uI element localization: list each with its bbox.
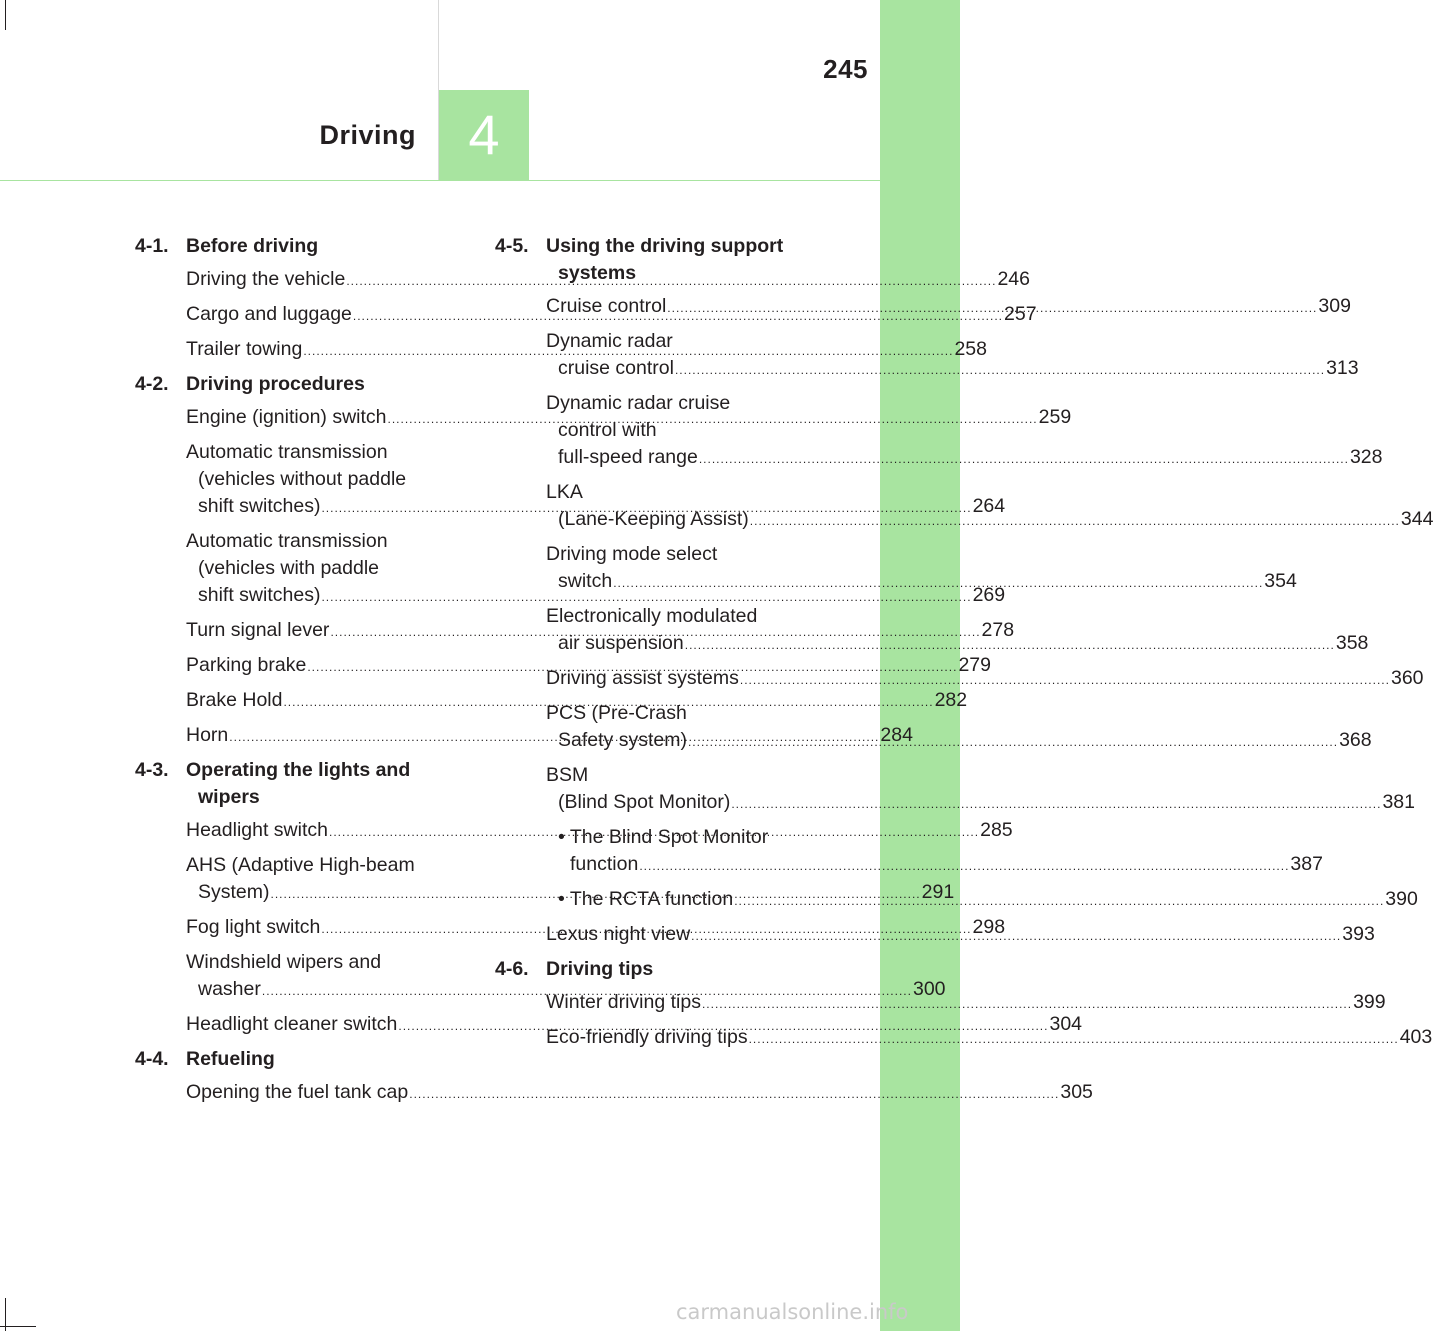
- entry-title-line: (Blind Spot Monitor): [558, 791, 731, 813]
- section-heading: [135, 233, 465, 260]
- entry-title-line: PCS (Pre-Crash: [546, 702, 687, 724]
- entry-title-line: Dynamic radar: [546, 330, 673, 352]
- entry-last-line: [186, 1079, 1093, 1108]
- entry-last-line: [558, 851, 1323, 880]
- chapter-number-box: 4: [439, 90, 529, 180]
- crop-mark: [5, 0, 6, 30]
- section-title: [546, 956, 825, 983]
- leader-dots: [749, 1032, 1399, 1046]
- watermark: carmanualsonline.info: [676, 1300, 909, 1324]
- entry-page-number: 258: [954, 338, 987, 360]
- section-title-line: Using the driving support: [546, 235, 784, 257]
- entry-page-number: 269: [972, 584, 1006, 606]
- entry-title-line: System): [198, 881, 270, 903]
- entry-last-line: [546, 789, 1415, 818]
- entry-page-number: 387: [1290, 853, 1323, 875]
- chapter-title: Driving: [319, 120, 416, 150]
- leader-dots: [750, 514, 1400, 528]
- entry-title-line: Opening the fuel tank cap: [186, 1081, 409, 1103]
- section-heading: [495, 233, 825, 287]
- entry-page-number: 279: [958, 654, 991, 676]
- entry-page-number: 264: [972, 495, 1006, 517]
- entry-page-number: 298: [972, 916, 1006, 938]
- entry-last-line: [546, 355, 1359, 384]
- entry-title-line: control with: [558, 419, 657, 441]
- entry-title-line: switch: [558, 570, 613, 592]
- entry-title-line: • The Blind Spot Monitor: [558, 826, 769, 848]
- leader-dots: [731, 797, 1381, 811]
- entry-page-number: 246: [997, 268, 1030, 290]
- toc-section: [135, 1046, 1093, 1108]
- entry-title-line: (Lane-Keeping Assist): [558, 508, 749, 530]
- leader-dots: [691, 929, 1341, 943]
- entry-title-line: Brake Hold: [186, 689, 283, 711]
- entry-title-line: AHS (Adaptive High-beam: [186, 854, 415, 876]
- entry-title-line: cruise control: [558, 357, 674, 379]
- entry-title-line: function: [570, 853, 639, 875]
- section-title-line: Before driving: [186, 235, 319, 257]
- section-heading: [495, 956, 825, 983]
- leader-dots: [688, 735, 1338, 749]
- entry-title-line: full-speed range: [558, 446, 698, 468]
- entry-title-line: • The RCTA function: [558, 888, 734, 910]
- entry-title-line: Winter driving tips: [546, 991, 701, 1013]
- section-heading: [135, 371, 465, 398]
- leader-dots: [409, 1087, 1059, 1101]
- entry-title-line: Dynamic radar cruise: [546, 392, 731, 414]
- entry-title-line: shift switches): [198, 584, 321, 606]
- entry-page-number: 328: [1349, 446, 1383, 468]
- entry-title-line: washer: [198, 978, 261, 1000]
- entry-title-line: Driving mode select: [546, 543, 718, 565]
- toc-entry[interactable]: [546, 762, 1415, 818]
- entry-page-number: 344: [1400, 508, 1433, 530]
- entry-page-number: 313: [1326, 357, 1359, 379]
- section-title: [186, 233, 465, 260]
- entry-title-line: (vehicles without paddle: [198, 468, 407, 490]
- section-heading: [135, 757, 465, 811]
- entry-title-line: Turn signal lever: [186, 619, 330, 641]
- section-heading: [135, 1046, 465, 1073]
- section-title-line: wipers: [198, 786, 260, 808]
- entry-page-number: 358: [1335, 632, 1369, 654]
- leader-dots: [613, 576, 1263, 590]
- entry-last-line: [186, 582, 1006, 611]
- entry-title-line: Headlight switch: [186, 819, 328, 841]
- section-title: [186, 757, 465, 811]
- entry-title-line: Driving assist systems: [546, 667, 739, 689]
- entry-page-number: 291: [921, 881, 955, 903]
- section-number: 4-6.: [495, 958, 529, 980]
- entry-title-line: Safety system): [558, 729, 687, 751]
- entry-title-line: Cruise control: [546, 295, 667, 317]
- section-number: 4-4.: [135, 1048, 169, 1070]
- section-title-line: Driving procedures: [186, 373, 365, 395]
- section-number: 4-1.: [135, 235, 169, 257]
- entry-title-line: Trailer towing: [186, 338, 303, 360]
- entry-title-line: Electronically modulated: [546, 605, 758, 627]
- entry-page-number: 368: [1339, 729, 1372, 751]
- entry-page-number: 304: [1049, 1013, 1083, 1035]
- entry-page-number: 381: [1382, 791, 1415, 813]
- entry-title-line: air suspension: [558, 632, 684, 654]
- entry-page-number: 309: [1318, 295, 1351, 317]
- entry-title-line: (vehicles with paddle: [198, 557, 380, 579]
- section-number: 4-2.: [135, 373, 169, 395]
- entry-page-number: 257: [1004, 303, 1037, 325]
- entry-last-line: [546, 444, 1383, 473]
- entry-title-line: BSM: [546, 764, 589, 786]
- section-title: [186, 371, 465, 398]
- leader-dots: [740, 673, 1390, 687]
- leader-dots: [734, 894, 1384, 908]
- section-title: [546, 233, 825, 287]
- entry-page-number: 285: [980, 819, 1013, 841]
- entry-title-line: shift switches): [198, 495, 321, 517]
- entry-title-line: Eco-friendly driving tips: [546, 1026, 748, 1048]
- toc-entry[interactable]: [186, 1079, 1093, 1108]
- leader-dots: [685, 638, 1335, 652]
- section-title-line: systems: [558, 262, 637, 284]
- entry-title-line: Lexus night view: [546, 923, 691, 945]
- leader-dots: [667, 301, 1317, 315]
- leader-dots: [675, 363, 1325, 377]
- entry-page-number: 305: [1060, 1081, 1093, 1103]
- entry-page-number: 403: [1399, 1026, 1433, 1048]
- entry-title-line: Automatic transmission: [186, 441, 388, 463]
- section-number: 4-5.: [495, 235, 529, 257]
- section-title-line: Driving tips: [546, 958, 654, 980]
- section-title: [186, 1046, 465, 1073]
- entry-page-number: 399: [1353, 991, 1386, 1013]
- entry-page-number: 360: [1390, 667, 1424, 689]
- entry-title-line: Cargo and luggage: [186, 303, 352, 325]
- leader-dots: [702, 997, 1352, 1011]
- entry-title-line: Fog light switch: [186, 916, 321, 938]
- entry-page-number: 278: [981, 619, 1015, 641]
- entry-title-line: Driving the vehicle: [186, 268, 346, 290]
- section-title-line: Operating the lights and: [186, 759, 411, 781]
- entry-title-line: Engine (ignition) switch: [186, 406, 387, 428]
- entry-page-number: 259: [1038, 406, 1072, 428]
- page-number: 245: [823, 54, 868, 84]
- section-number: 4-3.: [135, 759, 169, 781]
- entry-page-number: 284: [880, 724, 913, 746]
- entry-page-number: 393: [1342, 923, 1375, 945]
- header-rule: [0, 180, 880, 181]
- entry-title-line: Headlight cleaner switch: [186, 1013, 398, 1035]
- entry-title-line: Automatic transmission: [186, 530, 388, 552]
- leader-dots: [699, 452, 1349, 466]
- section-title-line: Refueling: [186, 1048, 275, 1070]
- entry-title-line: Windshield wipers and: [186, 951, 382, 973]
- entry-title-line: LKA: [546, 481, 583, 503]
- entry-title-line: Parking brake: [186, 654, 307, 676]
- entry-page-number: 390: [1385, 888, 1418, 910]
- entry-title-line: Horn: [186, 724, 229, 746]
- crop-mark: [0, 1326, 36, 1327]
- entry-page-number: 354: [1264, 570, 1297, 592]
- entry-page-number: 282: [934, 689, 968, 711]
- entry-page-number: 300: [912, 978, 946, 1000]
- leader-dots: [639, 859, 1289, 873]
